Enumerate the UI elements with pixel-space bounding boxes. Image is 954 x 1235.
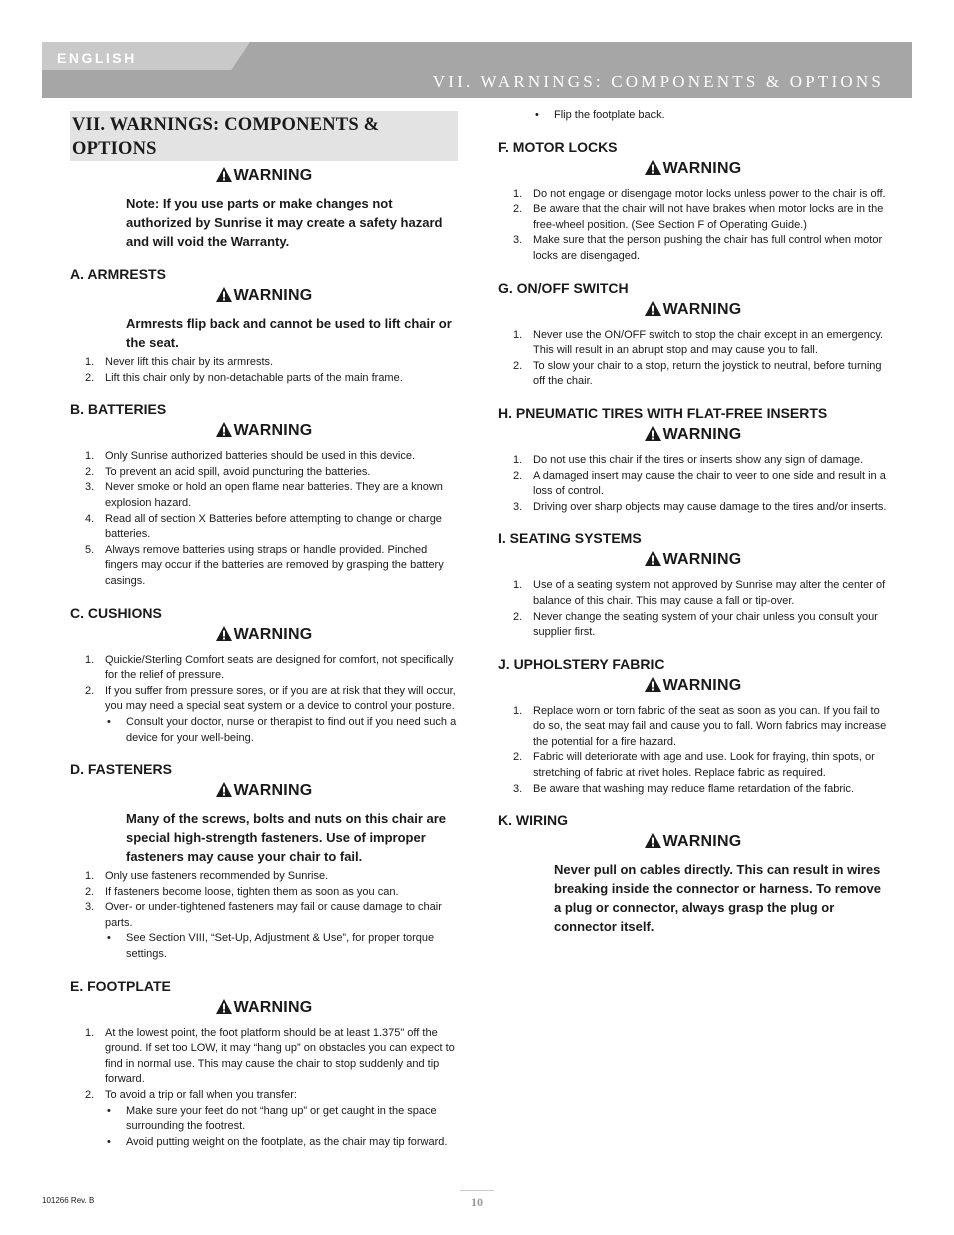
motor-locks-list xyxy=(498,187,888,265)
section-heading-cushions: C. CUSHIONS xyxy=(70,604,162,621)
list-item: 2. To avoid a trip or fall when you transfer: • Make sure your feet do not “hang up” or get caught in the space surrounding the footrest. • Avoid putting weight on the footplate, as the chair may tip forward. xyxy=(70,1088,458,1150)
list-item: 3. Make sure that the person pushing the chair has full control when motor locks are disengaged. xyxy=(513,234,883,262)
warning-banner xyxy=(70,625,458,645)
warning-triangle-icon xyxy=(645,426,661,441)
bullet-item: • Consult your doctor, nurse or therapist to find out if you need such a device for your well-being. xyxy=(107,715,457,744)
bullet-item: • Avoid putting weight on the footplate, as the chair may tip forward. xyxy=(107,1135,448,1148)
intro-note: Note: If you use parts or make changes not authorized by Sunrise it may create a safety hazard and will void the Warranty. xyxy=(126,196,443,249)
warning-banner xyxy=(498,425,888,445)
list-item: 1. Only use fasteners recommended by Sunrise. xyxy=(85,870,329,883)
warning-triangle-icon xyxy=(216,167,232,182)
warning-label: WARNING xyxy=(662,833,742,851)
list-item: 1. Quickie/Sterling Comfort seats are designed for comfort, not specifically for the relief of pressure. xyxy=(85,653,454,682)
warning-label: WARNING xyxy=(662,551,742,569)
warning-triangle-icon xyxy=(216,626,232,641)
warning-triangle-icon xyxy=(216,999,232,1014)
bullet-list xyxy=(105,1104,458,1151)
list-item: 1. Never use the ON/OFF switch to stop the chair except in an emergency. This will result in an abrupt stop and may cause you to fall. xyxy=(513,328,884,357)
cushions-list xyxy=(70,653,458,747)
list-item: 2. Never change the seating system of your chair unless you consult your supplier first. xyxy=(513,610,878,639)
batteries-list xyxy=(70,449,458,589)
warning-banner xyxy=(498,159,888,179)
list-item: 1. Only Sunrise authorized batteries should be used in this device. xyxy=(85,450,416,463)
list-item: 1. Replace worn or torn fabric of the seat as soon as you can. If you fail to do so, the seat may fail and cause you to fall. Worn fabrics may increase the potential for a fire hazard. xyxy=(513,704,887,748)
warning-label: WARNING xyxy=(662,300,742,318)
warning-triangle-icon xyxy=(216,287,232,302)
list-item: 2. A damaged insert may cause the chair to veer to one side and result in a loss of control. xyxy=(513,469,886,498)
warning-banner xyxy=(70,998,458,1018)
section-heading-footplate: E. FOOTPLATE xyxy=(70,977,171,994)
warning-triangle-icon xyxy=(216,782,232,797)
warning-triangle-icon xyxy=(645,160,661,175)
warning-label: WARNING xyxy=(233,167,313,184)
armrests-list xyxy=(70,355,458,386)
warning-label: WARNING xyxy=(233,422,313,440)
warning-label: WARNING xyxy=(233,998,313,1016)
warning-banner xyxy=(70,421,458,441)
seating-list xyxy=(498,578,888,640)
warning-banner xyxy=(498,300,888,320)
list-item: 3. Be aware that washing may reduce flame retardation of the fabric. xyxy=(513,782,855,795)
armrests-note: Armrests flip back and cannot be used to lift chair or the seat. xyxy=(126,316,452,350)
list-item: 3. Never smoke or hold an open flame near batteries. They are a known explosion hazard. xyxy=(85,481,443,509)
upholstery-list xyxy=(498,704,888,798)
section-heading-motor-locks: F. MOTOR LOCKS xyxy=(498,138,618,155)
section-heading-upholstery-fabric: J. UPHOLSTERY FABRIC xyxy=(498,655,665,672)
warning-banner xyxy=(498,676,888,696)
list-item: 5. Always remove batteries using straps or handle provided. Pinched fingers may occur if the batteries are removed by grasping the battery casings. xyxy=(85,543,444,587)
section-heading-wiring: K. WIRING xyxy=(498,812,568,829)
warning-banner xyxy=(70,781,458,801)
list-item: 2. To prevent an acid spill, avoid puncturing the batteries. xyxy=(85,465,371,478)
list-item: 2. If you suffer from pressure sores, or if you are at risk that they will occur, you may need a special seat system or a device to control your posture. • Consult your doctor, nurse or therapist to find out if you need such a device for your well-being. xyxy=(70,684,458,746)
list-item: 2. Fabric will deteriorate with age and use. Look for fraying, thin spots, or stretching of fabric at rivet holes. Replace fabric as required. xyxy=(513,751,875,780)
list-item: 1. Never lift this chair by its armrests. xyxy=(85,356,274,368)
section-heading-batteries: B. BATTERIES xyxy=(70,401,167,418)
warning-label: WARNING xyxy=(233,287,313,304)
footplate-list xyxy=(70,1026,458,1151)
left-column xyxy=(70,108,458,1150)
list-item: 3. Driving over sharp objects may cause damage to the tires and/or inserts. xyxy=(513,500,887,513)
section-heading-pneumatic-tires: H. PNEUMATIC TIRES WITH FLAT-FREE INSERTS xyxy=(498,404,828,421)
wiring-note: Never pull on cables directly. This can result in wires breaking inside the connector or harness. To remove a plug or connector, always grasp the plug or connector itself. xyxy=(554,862,882,935)
warning-banner xyxy=(70,166,458,186)
list-item: 1. Do not use this chair if the tires or inserts show any sign of damage. xyxy=(513,453,864,466)
bullet-list-continued xyxy=(533,108,888,124)
right-column xyxy=(498,108,888,939)
list-item: 2. If fasteners become loose, tighten them as soon as you can. xyxy=(85,885,399,898)
bullet-list xyxy=(105,931,458,962)
section-heading-on-off-switch: G. ON/OFF SWITCH xyxy=(498,279,629,296)
warning-triangle-icon xyxy=(645,677,661,692)
list-item: 2. Lift this chair only by non-detachable parts of the main frame. xyxy=(85,371,403,384)
page-number: 10 xyxy=(460,1190,494,1210)
section-heading-seating-systems: I. SEATING SYSTEMS xyxy=(498,530,642,547)
bullet-item: • Flip the footplate back. xyxy=(535,109,665,121)
bullet-item: • See Section VIII, “Set-Up, Adjustment & Use”, for proper torque settings. xyxy=(107,932,435,961)
warning-banner xyxy=(498,832,888,852)
bullet-list xyxy=(105,715,458,746)
warning-label: WARNING xyxy=(662,159,742,177)
list-item: 2. Be aware that the chair will not have brakes when motor locks are in the free-wheel position. (See Section F of Operating Guide.) xyxy=(513,203,884,231)
list-item: 1. At the lowest point, the foot platform should be at least 1.375" off the ground. If set too LOW, it may “hang up” on obstacles you can expect to find in normal use. This may cause the chair to stop suddenly and tip forward. xyxy=(85,1026,455,1086)
on-off-list xyxy=(498,328,888,390)
list-item: 1. Use of a seating system not approved by Sunrise may alter the center of balance of this chair. This may cause a fall or tip-over. xyxy=(513,579,886,607)
warning-banner xyxy=(498,550,888,570)
list-item: 2. To slow your chair to a stop, return the joystick to neutral, before turning off the chair. xyxy=(513,359,882,388)
list-item: 1. Do not engage or disengage motor locks unless power to the chair is off. xyxy=(513,187,886,200)
warning-label: WARNING xyxy=(233,625,313,643)
list-item: 4. Read all of section X Batteries before attempting to change or charge batteries. xyxy=(85,512,442,541)
warning-label: WARNING xyxy=(662,676,742,694)
warning-triangle-icon xyxy=(216,422,232,437)
fasteners-list xyxy=(70,869,458,963)
warning-banner xyxy=(70,286,458,306)
language-label: ENGLISH xyxy=(57,50,137,66)
bullet-item: • Make sure your feet do not “hang up” or get caught in the space surrounding the footrest. xyxy=(107,1104,437,1133)
list-item: 3. Over- or under-tightened fasteners may fail or cause damage to chair parts. • See Section VIII, “Set-Up, Adjustment & Use”, for proper torque settings. xyxy=(70,900,458,962)
document-code: 101266 Rev. B xyxy=(42,1196,95,1205)
header-title: VII. WARNINGS: COMPONENTS & OPTIONS xyxy=(432,72,884,91)
section-heading-armrests: A. ARMRESTS xyxy=(70,266,166,282)
page-title: VII. WARNINGS: COMPONENTS & OPTIONS xyxy=(70,111,458,161)
warning-label: WARNING xyxy=(662,425,742,443)
section-heading-fasteners: D. FASTENERS xyxy=(70,761,172,778)
tires-list xyxy=(498,453,888,515)
warning-label: WARNING xyxy=(233,782,313,800)
warning-triangle-icon xyxy=(645,551,661,566)
warning-triangle-icon xyxy=(645,301,661,316)
fasteners-note: Many of the screws, bolts and nuts on this chair are special high-strength fasteners. Use of improper fasteners may cause your chair to fail. xyxy=(126,811,447,865)
warning-triangle-icon xyxy=(645,833,661,848)
